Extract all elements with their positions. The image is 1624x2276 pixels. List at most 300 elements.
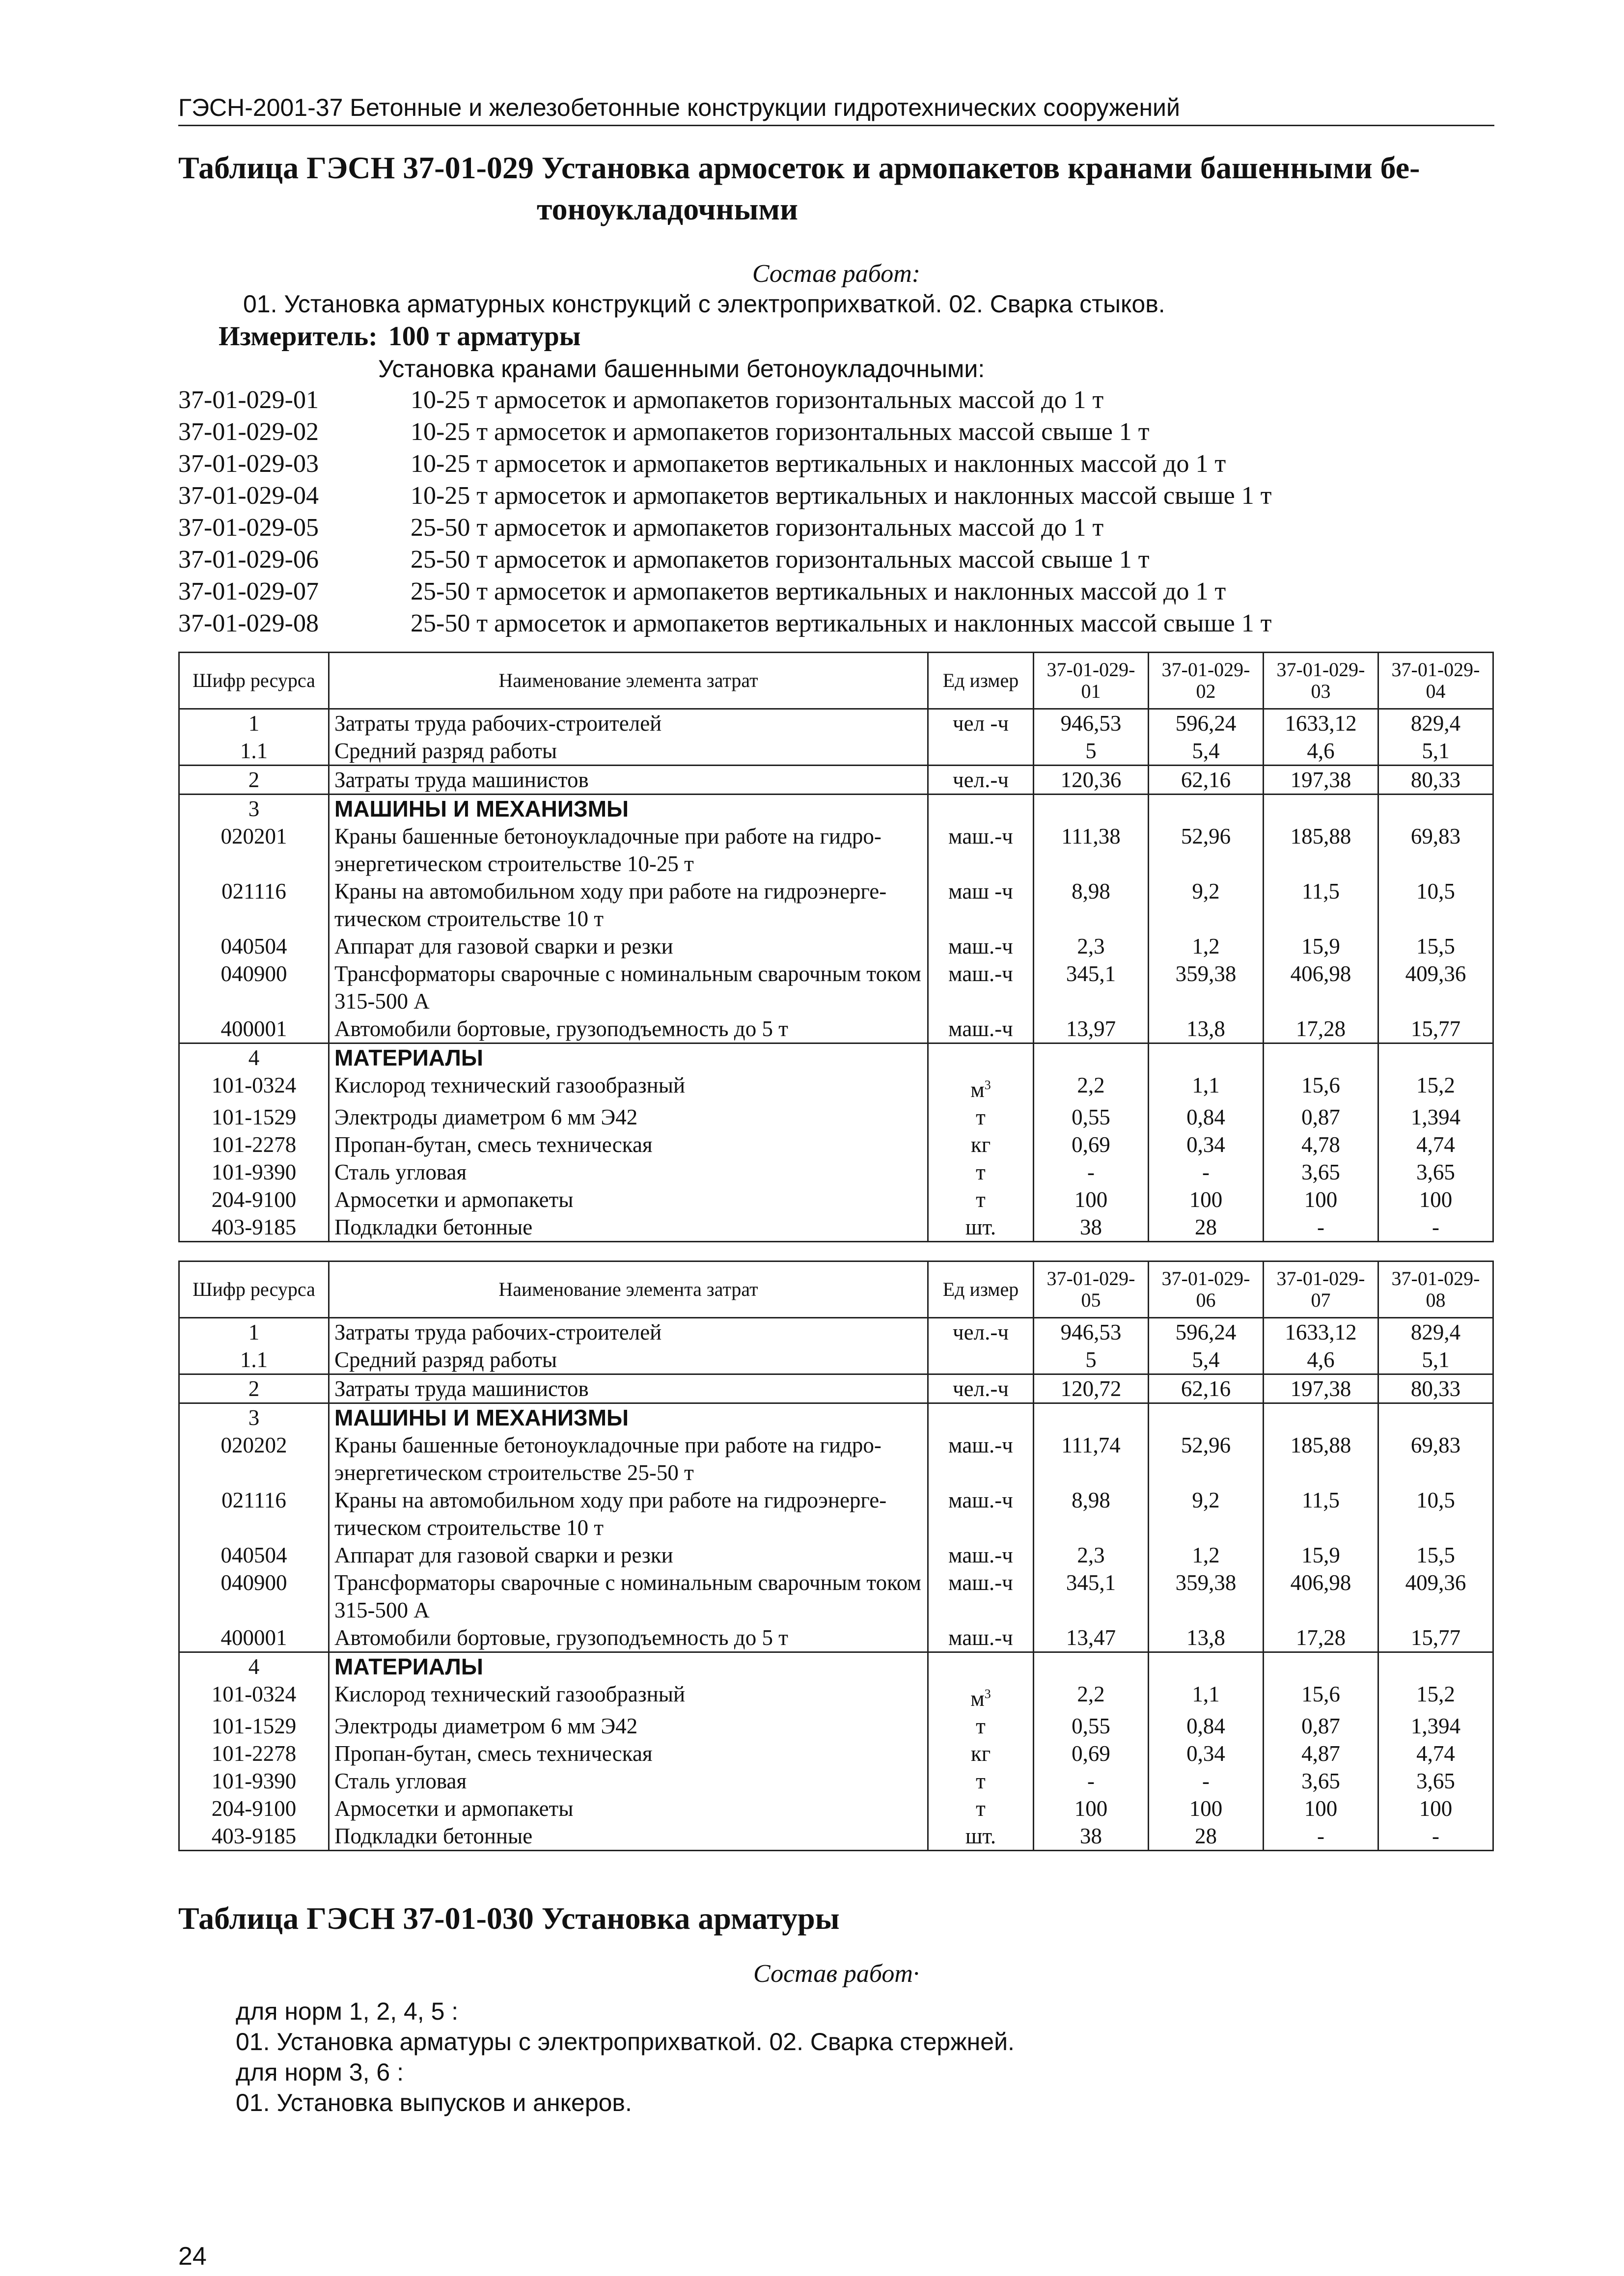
unit-text: маш.-ч: [948, 1543, 1013, 1567]
unit-text: т: [976, 1160, 986, 1184]
norm-value: 185,88: [1264, 1431, 1378, 1486]
measure-label: Измеритель:: [219, 321, 378, 352]
norm-item: [178, 480, 1504, 512]
unit-text: м: [970, 1077, 985, 1102]
norm-value: [1034, 1043, 1149, 1072]
norm-value: 946,53: [1034, 709, 1149, 738]
unit-text: маш.-ч: [948, 824, 1013, 849]
norm-value: 111,74: [1034, 1431, 1149, 1486]
unit-text: шт.: [965, 1215, 996, 1239]
resource-name: Автомобили бортовые, грузоподъемность до 5 т: [329, 1624, 928, 1652]
norm-code: 37-01-029-08: [178, 609, 319, 637]
table-row: [179, 877, 1493, 932]
unit-text: маш.-ч: [948, 1433, 1013, 1457]
resource-code: 040504: [179, 1541, 329, 1569]
norm-item: [178, 576, 1504, 607]
composition-line: 01. Установка выпусков и анкеров.: [236, 2089, 632, 2116]
norm-value: 100: [1264, 1186, 1378, 1213]
norm-value: 3,65: [1378, 1158, 1493, 1186]
norm-value: 10,5: [1378, 1486, 1493, 1541]
resource-unit: [928, 1103, 1034, 1131]
norm-value: [1034, 795, 1149, 823]
norm-value: 9,2: [1149, 877, 1264, 932]
norm-value: 100: [1378, 1795, 1493, 1822]
table-row: [179, 1680, 1493, 1712]
norm-value: 2,2: [1034, 1680, 1149, 1712]
norm-value: 197,38: [1264, 1374, 1378, 1403]
unit-text: м: [970, 1686, 985, 1711]
resource-unit: [928, 1822, 1034, 1851]
norm-value: 80,33: [1378, 766, 1493, 795]
table-row: [179, 1186, 1493, 1213]
table-row: [179, 1569, 1493, 1624]
table-row: [179, 1015, 1493, 1043]
resource-name: МАШИНЫ И МЕХАНИЗМЫ: [329, 795, 928, 823]
resource-name: МАТЕРИАЛЫ: [329, 1652, 928, 1681]
norm-value: 17,28: [1264, 1015, 1378, 1043]
norm-value: [1264, 795, 1378, 823]
resource-code: 021116: [179, 1486, 329, 1541]
header-norm: 37-01-029-05: [1034, 1261, 1149, 1318]
norm-value: 345,1: [1034, 1569, 1149, 1624]
norm-value: 0,87: [1264, 1103, 1378, 1131]
norm-value: 8,98: [1034, 877, 1149, 932]
norm-value: 120,36: [1034, 766, 1149, 795]
resource-name: Затраты труда машинистов: [329, 1374, 928, 1403]
resource-name: Подкладки бетонные: [329, 1213, 928, 1242]
norm-code: 37-01-029-03: [178, 450, 319, 478]
norm-value: 11,5: [1264, 877, 1378, 932]
composition-line: для норм 1, 2, 4, 5 :: [236, 1998, 459, 2025]
table-row: [179, 1374, 1493, 1403]
norm-item: [178, 607, 1504, 639]
resource-code: 3: [179, 1403, 329, 1432]
resource-code: 4: [179, 1652, 329, 1681]
unit-superscript: 3: [984, 1687, 991, 1701]
resource-unit: [928, 1652, 1034, 1681]
table-row: [179, 1795, 1493, 1822]
norm-desc: 10-25 т армосеток и армопакетов вертикальных и наклонных массой до 1 т: [411, 450, 1226, 478]
norm-value: 5,4: [1149, 1346, 1264, 1374]
norm-value: 5,1: [1378, 1346, 1493, 1374]
norm-value: [1264, 1652, 1378, 1681]
norm-item: [178, 416, 1504, 448]
norm-value: 13,8: [1149, 1015, 1264, 1043]
header-code: Шифр ресурса: [179, 653, 329, 709]
norm-value: 15,6: [1264, 1680, 1378, 1712]
resource-code: 1.1: [179, 737, 329, 766]
norm-value: 406,98: [1264, 1569, 1378, 1624]
unit-text: шт.: [965, 1824, 996, 1848]
resource-name: МАТЕРИАЛЫ: [329, 1043, 928, 1072]
norm-value: 100: [1264, 1795, 1378, 1822]
unit-text: чел -ч: [953, 711, 1009, 736]
resource-name: Подкладки бетонные: [329, 1822, 928, 1851]
table-row: [179, 1624, 1493, 1652]
resource-name: Трансформаторы сварочные с номинальным сварочным током 315-500 А: [329, 960, 928, 1015]
table-row: [179, 709, 1493, 738]
resource-name: Краны башенные бетоноукладочные при работе на гидро-энергетическом строительстве 25-50 т: [329, 1431, 928, 1486]
resource-code: 4: [179, 1043, 329, 1072]
norm-value: 15,6: [1264, 1071, 1378, 1103]
resource-name: Аппарат для газовой сварки и резки: [329, 1541, 928, 1569]
table-row: [179, 1158, 1493, 1186]
resource-table-1: [178, 652, 1494, 1242]
norm-item: [178, 384, 1504, 416]
table-row: [179, 1403, 1493, 1432]
resource-unit: [928, 1624, 1034, 1652]
table-row: [179, 1103, 1493, 1131]
norm-value: 0,69: [1034, 1740, 1149, 1767]
norm-value: -: [1149, 1767, 1264, 1795]
resource-name: Сталь угловая: [329, 1158, 928, 1186]
table-row: [179, 795, 1493, 823]
resource-unit: [928, 1740, 1034, 1767]
unit-text: кг: [970, 1132, 991, 1157]
table-row: [179, 823, 1493, 877]
table-row: [179, 1213, 1493, 1242]
norm-value: 946,53: [1034, 1318, 1149, 1346]
unit-text: маш.-ч: [948, 1625, 1013, 1650]
norm-value: 5: [1034, 737, 1149, 766]
norm-value: 2,3: [1034, 1541, 1149, 1569]
norm-value: 15,9: [1264, 1541, 1378, 1569]
norm-value: 17,28: [1264, 1624, 1378, 1652]
resource-name: Пропан-бутан, смесь техническая: [329, 1131, 928, 1158]
resource-code: 040900: [179, 960, 329, 1015]
page-number: 24: [178, 2242, 207, 2271]
norm-value: 0,87: [1264, 1712, 1378, 1740]
norm-item: [178, 512, 1504, 544]
unit-superscript: 3: [984, 1078, 991, 1092]
table-row: [179, 1346, 1493, 1374]
resource-name: Краны на автомобильном ходу при работе на гидроэнерге-тическом строительстве 10 т: [329, 1486, 928, 1541]
norm-value: 4,87: [1264, 1740, 1378, 1767]
norm-desc: 10-25 т армосеток и армопакетов горизонтальных массой до 1 т: [411, 386, 1104, 414]
table-row: [179, 1740, 1493, 1767]
norm-desc: 25-50 т армосеток и армопакетов горизонтальных массой свыше 1 т: [411, 546, 1150, 574]
header-norm: 37-01-029-08: [1378, 1261, 1493, 1318]
running-header: ГЭСН-2001-37 Бетонные и железобетонные конструкции гидротехнических сооружений: [178, 93, 1494, 126]
norm-value: 15,77: [1378, 1015, 1493, 1043]
resource-name: Затраты труда машинистов: [329, 766, 928, 795]
norm-value: [1378, 795, 1493, 823]
resource-name: Автомобили бортовые, грузоподъемность до 5 т: [329, 1015, 928, 1043]
resource-unit: [928, 1213, 1034, 1242]
norm-value: 120,72: [1034, 1374, 1149, 1403]
resource-code: 204-9100: [179, 1795, 329, 1822]
table-row: [179, 1043, 1493, 1072]
norm-value: 111,38: [1034, 823, 1149, 877]
composition-heading-2: Состав работ·: [753, 1960, 919, 1988]
norm-value: 0,55: [1034, 1103, 1149, 1131]
resource-unit: [928, 1680, 1034, 1712]
table-title: [178, 147, 1504, 230]
resource-name: Краны башенные бетоноукладочные при работе на гидро-энергетическом строительстве 10-25 т: [329, 823, 928, 877]
table-title-line2: тоноукладочными: [537, 192, 798, 226]
header-code: Шифр ресурса: [179, 1261, 329, 1318]
norm-value: -: [1378, 1822, 1493, 1851]
resource-name: Затраты труда рабочих-строителей: [329, 1318, 928, 1346]
norm-value: 9,2: [1149, 1486, 1264, 1541]
unit-text: маш.-ч: [948, 934, 1013, 959]
norm-value: -: [1378, 1213, 1493, 1242]
resource-unit: [928, 709, 1034, 738]
resource-code: 204-9100: [179, 1186, 329, 1213]
norm-value: [1149, 1652, 1264, 1681]
resource-name: Кислород технический газообразный: [329, 1680, 928, 1712]
norm-value: [1378, 1652, 1493, 1681]
unit-text: т: [976, 1105, 986, 1129]
norm-value: 0,34: [1149, 1131, 1264, 1158]
resource-name: Краны на автомобильном ходу при работе на гидроэнерге-тическом строительстве 10 т: [329, 877, 928, 932]
norm-desc: 25-50 т армосеток и армопакетов вертикальных и наклонных массой до 1 т: [411, 577, 1226, 605]
resource-name: Трансформаторы сварочные с номинальным сварочным током 315-500 А: [329, 1569, 928, 1624]
norm-desc: 25-50 т армосеток и армопакетов горизонтальных массой до 1 т: [411, 514, 1104, 542]
unit-text: маш.-ч: [948, 961, 1013, 986]
resource-code: 040900: [179, 1569, 329, 1624]
table-header: [179, 653, 1493, 709]
norm-list: [178, 384, 1504, 639]
norm-value: 8,98: [1034, 1486, 1149, 1541]
unit-text: маш -ч: [948, 879, 1013, 904]
resource-code: 101-2278: [179, 1740, 329, 1767]
resource-name: Аппарат для газовой сварки и резки: [329, 932, 928, 960]
norm-desc: 10-25 т армосеток и армопакетов вертикальных и наклонных массой свыше 1 т: [411, 482, 1272, 510]
norm-value: -: [1034, 1767, 1149, 1795]
table-row: [179, 1131, 1493, 1158]
norm-value: 38: [1034, 1822, 1149, 1851]
norm-value: 100: [1149, 1186, 1264, 1213]
unit-text: т: [976, 1769, 986, 1793]
norm-value: 15,9: [1264, 932, 1378, 960]
norm-value: -: [1149, 1158, 1264, 1186]
norm-value: 0,69: [1034, 1131, 1149, 1158]
norm-value: 80,33: [1378, 1374, 1493, 1403]
norm-value: 1633,12: [1264, 709, 1378, 738]
norm-value: 62,16: [1149, 1374, 1264, 1403]
norm-value: 1,2: [1149, 932, 1264, 960]
norm-desc: 25-50 т армосеток и армопакетов вертикальных и наклонных массой свыше 1 т: [411, 609, 1272, 637]
unit-text: маш.-ч: [948, 1488, 1013, 1512]
unit-text: чел.-ч: [953, 768, 1009, 792]
resource-name: Армосетки и армопакеты: [329, 1795, 928, 1822]
table-row: [179, 766, 1493, 795]
resource-code: 400001: [179, 1624, 329, 1652]
norm-value: 4,74: [1378, 1740, 1493, 1767]
unit-text: маш.-ч: [948, 1570, 1013, 1595]
header-unit: Ед измер: [928, 653, 1034, 709]
resource-name: Электроды диаметром 6 мм Э42: [329, 1712, 928, 1740]
resource-unit: [928, 737, 1034, 766]
header-norm: 37-01-029-06: [1149, 1261, 1264, 1318]
composition-lines: [236, 1996, 1015, 2118]
norm-value: 4,6: [1264, 737, 1378, 766]
table-title-line1: Таблица ГЭСН 37-01-029 Установка армосеток и армопакетов кранами башенными бе-: [178, 150, 1420, 185]
norm-value: 4,78: [1264, 1131, 1378, 1158]
resource-code: 020202: [179, 1431, 329, 1486]
resource-code: 403-9185: [179, 1822, 329, 1851]
resource-code: 101-0324: [179, 1680, 329, 1712]
norm-value: 345,1: [1034, 960, 1149, 1015]
resource-code: 021116: [179, 877, 329, 932]
header-norm: 37-01-029-03: [1264, 653, 1378, 709]
norm-item: [178, 544, 1504, 576]
norm-value: 4,74: [1378, 1131, 1493, 1158]
norm-value: 52,96: [1149, 1431, 1264, 1486]
norm-value: 1,1: [1149, 1071, 1264, 1103]
norm-code: 37-01-029-07: [178, 577, 319, 605]
norm-value: 3,65: [1264, 1158, 1378, 1186]
norm-value: 10,5: [1378, 877, 1493, 932]
norm-value: 13,8: [1149, 1624, 1264, 1652]
norm-value: 596,24: [1149, 1318, 1264, 1346]
norm-value: [1149, 1043, 1264, 1072]
table2-title: Таблица ГЭСН 37-01-030 Установка арматуры: [178, 1901, 840, 1936]
norm-value: 409,36: [1378, 1569, 1493, 1624]
norm-value: -: [1034, 1158, 1149, 1186]
norm-code: 37-01-029-01: [178, 386, 319, 414]
resource-code: 101-1529: [179, 1103, 329, 1131]
resource-code: 2: [179, 1374, 329, 1403]
norm-value: [1149, 1403, 1264, 1432]
norm-value: -: [1264, 1213, 1378, 1242]
norm-value: [1264, 1403, 1378, 1432]
norm-item: [178, 448, 1504, 480]
resource-unit: [928, 1318, 1034, 1346]
table-row: [179, 1071, 1493, 1103]
composition-line: 01. Установка арматуры с электроприхваткой. 02. Сварка стержней.: [236, 2028, 1015, 2056]
resource-unit: [928, 1071, 1034, 1103]
norm-value: [1378, 1403, 1493, 1432]
norm-value: 28: [1149, 1822, 1264, 1851]
header-name: Наименование элемента затрат: [329, 653, 928, 709]
norm-value: 5: [1034, 1346, 1149, 1374]
table-row: [179, 1767, 1493, 1795]
measure-line: [219, 321, 581, 352]
norm-desc: 10-25 т армосеток и армопакетов горизонтальных массой свыше 1 т: [411, 418, 1150, 446]
norm-value: 359,38: [1149, 960, 1264, 1015]
header-unit: Ед измер: [928, 1261, 1034, 1318]
resource-unit: [928, 1541, 1034, 1569]
norm-value: 15,2: [1378, 1071, 1493, 1103]
norm-value: 1,394: [1378, 1103, 1493, 1131]
resource-unit: [928, 1374, 1034, 1403]
table-row: [179, 1822, 1493, 1851]
header-norm: 37-01-029-01: [1034, 653, 1149, 709]
resource-unit: [928, 823, 1034, 877]
norm-code: 37-01-029-02: [178, 418, 319, 446]
norm-value: 11,5: [1264, 1486, 1378, 1541]
resource-code: 020201: [179, 823, 329, 877]
resource-unit: [928, 1795, 1034, 1822]
composition-line: для норм 3, 6 :: [236, 2058, 404, 2086]
norm-value: 1633,12: [1264, 1318, 1378, 1346]
norm-value: 1,1: [1149, 1680, 1264, 1712]
norm-value: 69,83: [1378, 823, 1493, 877]
norm-value: 0,34: [1149, 1740, 1264, 1767]
table-row: [179, 1486, 1493, 1541]
resource-unit: [928, 1158, 1034, 1186]
unit-text: чел.-ч: [953, 1320, 1009, 1344]
norm-value: 2,3: [1034, 932, 1149, 960]
norm-value: 409,36: [1378, 960, 1493, 1015]
table-row: [179, 960, 1493, 1015]
norm-value: 15,2: [1378, 1680, 1493, 1712]
table-row: [179, 1431, 1493, 1486]
resource-unit: [928, 1712, 1034, 1740]
table-row: [179, 737, 1493, 766]
unit-text: маш.-ч: [948, 1016, 1013, 1041]
header-norm: 37-01-029-02: [1149, 653, 1264, 709]
norm-code: 37-01-029-05: [178, 514, 319, 542]
norm-value: [1264, 1043, 1378, 1072]
norm-value: 69,83: [1378, 1431, 1493, 1486]
table-header: [179, 1261, 1493, 1318]
norm-code: 37-01-029-04: [178, 482, 319, 510]
norm-value: 15,5: [1378, 1541, 1493, 1569]
resource-unit: [928, 1043, 1034, 1072]
resource-name: МАШИНЫ И МЕХАНИЗМЫ: [329, 1403, 928, 1432]
resource-code: 040504: [179, 932, 329, 960]
operations-text: 01. Установка арматурных конструкций с электроприхваткой. 02. Сварка стыков.: [243, 290, 1165, 318]
norm-value: [1034, 1403, 1149, 1432]
resource-name: Сталь угловая: [329, 1767, 928, 1795]
norm-value: 596,24: [1149, 709, 1264, 738]
norm-value: 15,5: [1378, 932, 1493, 960]
resource-name: Кислород технический газообразный: [329, 1071, 928, 1103]
norm-value: 13,47: [1034, 1624, 1149, 1652]
norm-value: 100: [1149, 1795, 1264, 1822]
norm-value: 2,2: [1034, 1071, 1149, 1103]
unit-text: чел.-ч: [953, 1376, 1009, 1401]
resource-code: 101-2278: [179, 1131, 329, 1158]
resource-unit: [928, 1015, 1034, 1043]
norm-value: 185,88: [1264, 823, 1378, 877]
resource-code: 101-0324: [179, 1071, 329, 1103]
norm-value: 5,4: [1149, 737, 1264, 766]
norm-value: 406,98: [1264, 960, 1378, 1015]
norm-value: 4,6: [1264, 1346, 1378, 1374]
table-row: [179, 1541, 1493, 1569]
unit-text: кг: [970, 1741, 991, 1766]
resource-name: Армосетки и армопакеты: [329, 1186, 928, 1213]
norm-value: 62,16: [1149, 766, 1264, 795]
table-row: [179, 1318, 1493, 1346]
resource-name: Затраты труда рабочих-строителей: [329, 709, 928, 738]
norm-value: 100: [1034, 1795, 1149, 1822]
resource-unit: [928, 877, 1034, 932]
header-norm: 37-01-029-07: [1264, 1261, 1378, 1318]
norm-value: 0,84: [1149, 1103, 1264, 1131]
header-norm: 37-01-029-04: [1378, 653, 1493, 709]
resource-code: 101-9390: [179, 1767, 329, 1795]
norm-value: [1378, 1043, 1493, 1072]
header-row: [179, 1261, 1493, 1318]
norm-value: 197,38: [1264, 766, 1378, 795]
measure-value: 100 т арматуры: [388, 321, 581, 352]
norm-value: 3,65: [1264, 1767, 1378, 1795]
table-row: [179, 1652, 1493, 1681]
norm-value: 28: [1149, 1213, 1264, 1242]
norm-value: 100: [1378, 1186, 1493, 1213]
resource-unit: [928, 960, 1034, 1015]
resource-unit: [928, 932, 1034, 960]
resource-unit: [928, 1186, 1034, 1213]
resource-code: 403-9185: [179, 1213, 329, 1242]
norm-value: 1,394: [1378, 1712, 1493, 1740]
norm-value: 38: [1034, 1213, 1149, 1242]
